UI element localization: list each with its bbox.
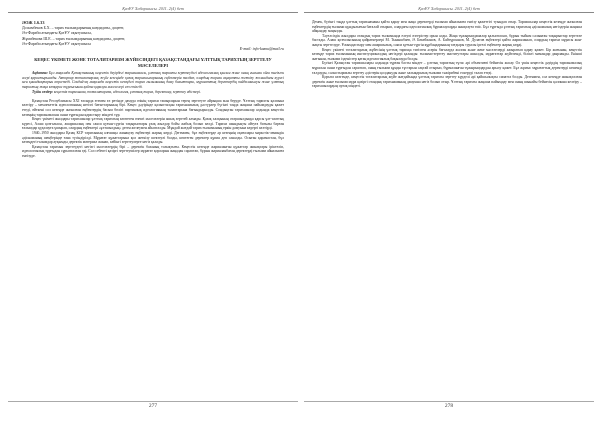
abstract-text: Бұл мақалада Қазақстанның кеңестік дәуірдегі тарихнамасы, ұлттық тарихты зерттеудегі идеологиялық қысым және оның ғылыми ойға тигізген әсері қарастырылады. Авторлар тоталитарлық жүйе кезеңінде қазақ тарихшыларының еңбектерін талдап, олардың тарихи ақиқатты жеткізу жолындағы күресі мен қиындықтарын көрсетеді. Сондай-ақ мақалада кеңестік кезеңдегі тарих ғылымының даму бағыттары, мұрағаттық деректердің пайдаланылуы және ұлттық тарихтың жаңа көзқарас тұрғысынан қайта қаралуы мәселелері сөз етіледі. <box>22 71 284 89</box>
left-page <box>8 0 298 424</box>
body-paragraph: Қорыта келгенде, кеңестік тоталитарлық жүйе жағдайында ұлттық тарихты зерттеу күрделі әрі қайшылықты сипатта болды. Дегенмен, сол кезеңде жинақталған деректік және ғылыми мұра қазіргі отандық тарихнаманың дамуына негіз болып отыр. Ұлттық тарихты жаңаша пайымдау мен оның шынайы бейнесін қалпына келтіру – тарихшылардың ортақ міндеті. <box>312 75 582 89</box>
body-paragraph: Бүгінгі Қазақстан тарихшылары алдында тұрған басты міндет – ұлттық тарихтың тұтас әрі объективті бейнесін жасау. Ол үшін кеңестік дәуірдің тарихнамалық мұрасын сыни тұрғыдан сараптап, оның ғылыми құнды тұстарын сақтай отырып, бұрмаланған тұжырымдардан арылу қажет. Бұл жұмыс мұрағаттық деректерді кешенді талдауды, салыстырмалы зерттеу әдістерін қолдануды және халықаралық ғылыми тәжірибені ескеруді талап етеді. <box>312 61 582 75</box>
article-title: КЕҢЕС ҮКІМЕТІ ЖОНЕ ТОТАЛИТАРИЗМ ЖҮЙЕСІНДЕГІ ҚАЗАҚСТАНДАҒЫ ҰЛТТЫҚ ТАРИХТЫҢ ЗЕРТТЕЛУ МӘСЕЛЕЛЕРІ <box>34 57 272 68</box>
running-header-left: ҚазҰУ Хабаршысы. 2011. 2(4) бет <box>8 6 298 13</box>
body-paragraph: Тәуелсіздік жылдары отандық тарих ғылымында елеулі өзгерістер орын алды. Жаңа тұжырымдамалар қалыптасып, бұрын тыйым салынған тақырыптар зерттеле бастады. Алаш қозғалысының қайраткерлері М. Тынышбаев, Ә. Бөкейханов, А. Байтұрсынов, М. Дулатов еңбектері қайта жарияланып, олардың тарихи мұрасы жан-жақты зерттелуде. Ұжымдастыру мен ашаршылық, саяси қуғын-сүргін құрбандарының тағдыры туралы іргелі еңбектер жарық көрді. <box>312 33 582 47</box>
abstract <box>22 71 284 89</box>
author-line: Жұмабекова Ш.Е. – тарих ғылымдарының кандидаты, доцент, <box>22 36 125 41</box>
abstract-label: Аңдатпа: <box>32 71 48 76</box>
body-paragraph: 1940–1950 жылдары Қазақ КСР тарихының алғашқы жинақтау еңбектері жарық көрді. Дегенмен, бұл еңбектерде әр кезеңнің оқиғалары маркстік-лениндік әдіснаманың шеңберінде ғана түсіндірілді. Мұрағат құжаттарына қол жеткізу шектеулі болды, көптеген деректер құпия деп саналды. Осыған қарамастан, бұл кезеңдегі ғалымдар ауқымды деректік материал жинап, кейінгі зерттеулерге негіз қалады. <box>22 131 284 145</box>
running-header-right: ҚазҰУ Хабаршысы. 2011. 2(4) бет <box>304 6 594 13</box>
body-paragraph: Кеңес үкіметі тоталитарлық жүйесінің ұлттық тарихқа тигізген әсерін бағалауда жалпы және жеке мәселелерді ажыратып қарау қажет. Бір жағынан, кеңестік кезеңде тарих ғылымының институционалдық негіздері қаланды: ғылыми-зерттеу институттары ашылды, мұрағаттар жүйеленді, білікті мамандар даярланды. Екінші жағынан, ғылыми ізденістер қатаң идеологиялық бақылауда болды. <box>312 47 582 61</box>
left-page-content <box>22 20 284 159</box>
author-line: Әл-Фараби атындағы ҚазҰУ оқытушысы, <box>22 31 92 36</box>
author-line: Әл-Фараби атындағы ҚазҰУ оқытушысы <box>22 41 91 46</box>
right-page <box>304 0 594 424</box>
page-number-left: 277 <box>8 401 298 409</box>
udc-code: ӘОЖ 1.6.33 <box>22 20 45 25</box>
body-paragraph: Кеңес үкіметі жылдары тарихшылар ұлттық тарихтың көптеген өзекті мәселелерін ашық зерттей алмады. Қазақ халқының отаршылдыққа қарсы ұлт-азаттық күресі, Алаш қозғалысы, ашаршылық пен саяси қуғын-сүргін тақырыптары ұзақ жылдар бойы жабық болып келді. Тарихи шындықты айтуға батылы барған ғалымдар қудалауға ұшырап, олардың еңбектері «ұлтшылдық» деген желеумен айыпталды. Мұндай жағдай тарих ғылымының еркін дамуына кедергі келтірді. <box>22 117 284 131</box>
keywords <box>22 90 284 95</box>
body-paragraph: Қазақстан тарихын зерттеудегі негізгі мәселелердің бірі – деректік базаның толықтығы. Кеңестік кезеңде жарияланған құжаттар жинақтары іріктеліп, идеологиялық тұрғыдан сұрыпталған еді. Сол себепті қазіргі зерттеушілер мұрағат қорларын жаңадан сараптап, бұрын жарияланбаған деректерді ғылыми айналымға енгізуде. <box>22 144 284 159</box>
author-email: E-mail: info-kaznu@mail.ru <box>239 47 284 51</box>
page-number-right: 278 <box>304 401 594 409</box>
author-line: Досымбеков Б.Х. – тарих ғылымдарының кандидаты, доцент, <box>22 26 124 31</box>
keywords-label: Түйін сөздер: <box>32 90 54 95</box>
keywords-text: кеңестік тарихнама, тоталитаризм, идеология, ұлттық тарих, деректану, зерттеу әдістері. <box>53 90 201 95</box>
right-page-content <box>312 20 582 89</box>
body-paragraph: Қазақстан Республикасы ХХІ ғасырда егемен ел ретінде дамуда өзінің тарихи тамырларын терең зерттеуге айрықша мән беруде. Ұлттық тарихты қалпына келтіру – мемлекеттік идеологияның негізгі бағыттарының бірі. Кеңес дәуірінде қалыптасқан тарихнамалық дәстүрлер бүгінгі таңда жаңаша пайымдауды қажет етеді, өйткені сол кезеңде жазылған еңбектердің басым бөлігі партиялық идеологияның талаптарына бағындырылды. Сондықтан тарихшылар алдында кеңестік кезеңнің тарихнамасын сыни тұрғыдан қарастыру міндеті тұр. <box>22 98 284 117</box>
body-paragraph: Демек, бүгінгі таңда ұлттық тарихнаманы қайта қарау мен жаңа деректерді ғылыми айналымға енгізу қажеттігі туындап отыр. Тарихшылар кеңестік кезеңде жазылған еңбектердің ғылыми құндылығын бағалай отырып, олардағы идеологиялық бұрмалауларды анықтауға тиіс. Бұл тұрғыда ұлттық тарихтың әдіснамалық негіздерін жаңаша айқындау маңызды. <box>312 20 582 34</box>
